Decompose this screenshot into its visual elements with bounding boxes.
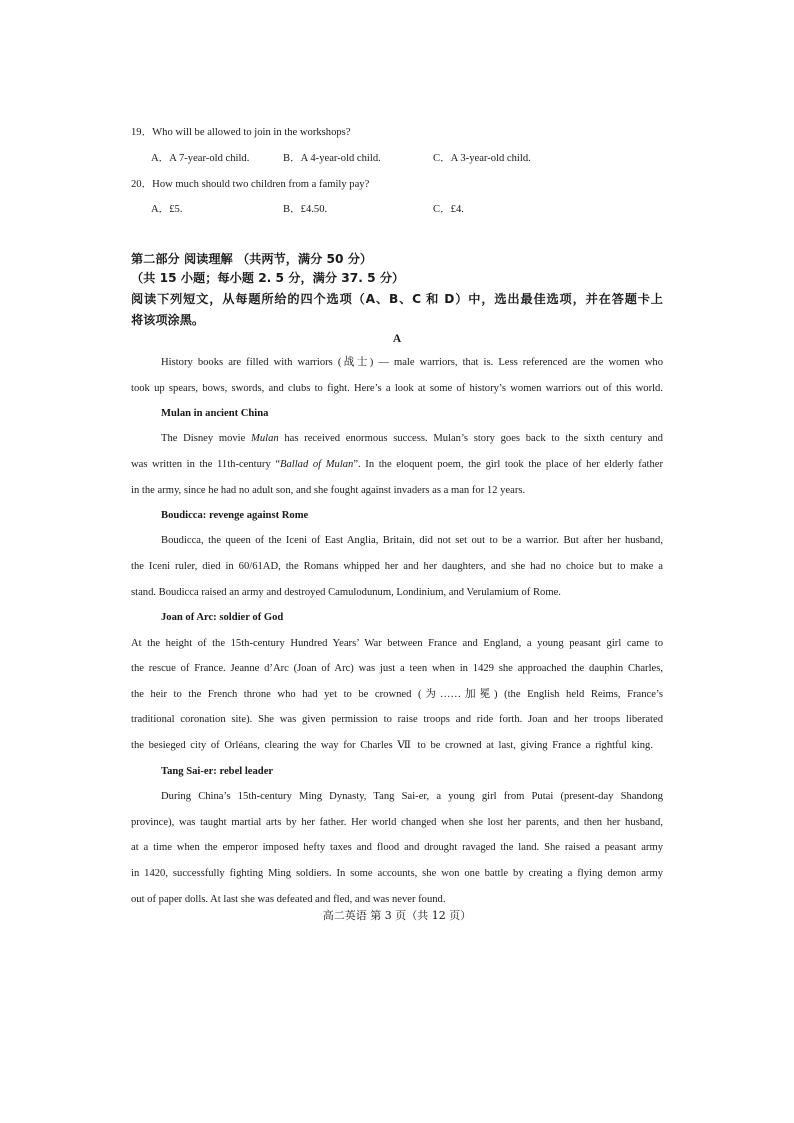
question-20-option-b: B．£4.50. [283,204,328,215]
mulan-line-3: in the army, since he had no adult son, and she fought against invaders as a man for 12 years. [131,485,526,496]
mulan-line-1: The Disney movie Mulan has received enormous success. Mulan’s story goes back to the sixth century and [161,433,663,444]
question-19-option-c: C．A 3-year-old child. [433,153,531,164]
question-19-stem: 19．Who will be allowed to join in the workshops? [131,127,351,138]
movie-title: Mulan [251,433,279,444]
heading-mulan: Mulan in ancient China [161,408,269,419]
question-20-stem: 20．How much should two children from a family pay? [131,179,370,190]
joan-line-4: traditional coronation site). She was given permission to raise troops and ride forth. Joan and her troops liberated [131,714,663,725]
section-instruction: 阅读下列短文，从每题所给的四个选项（A、B、C 和 D）中，选出最佳选项，并在答题卡上 [131,292,663,306]
section-title: 第二部分 阅读理解 （共两节，满分 50 分） [131,252,373,266]
boudicca-line-3: stand. Boudicca raised an army and destroyed Camulodunum, Londinium, and Verulamium of Rome. [131,587,561,598]
heading-tang: Tang Sai-er: rebel leader [161,766,274,777]
joan-line-5: the besieged city of Orléans, clearing the way for Charles Ⅶ to be crowned at last, giving France a rightful king. [131,740,653,751]
tang-line-2: province), was taught martial arts by her father. Her world changed when she lost her parents, and then her husband, [131,817,663,828]
question-20-option-a: A．£5. [151,204,183,215]
mulan-line-2: was written in the 11th-century “Ballad of Mulan”. In the eloquent poem, the girl took the place of her elderly father [131,459,663,470]
intro-line-1: History books are filled with warriors (战士) — male warriors, that is. Less referenced are the women who [161,357,663,368]
question-19-option-a: A．A 7-year-old child. [151,153,250,164]
page-footer: 高二英语 第 3 页（共 12 页） [322,909,472,922]
tang-line-3: at a time when the emperor imposed hefty taxes and flood and drought ravaged the land. She raised a peasant army [131,842,663,853]
poem-title: Ballad of Mulan [280,459,354,470]
joan-line-1: At the height of the 15th-century Hundred Years’ War between France and England, a young peasant girl came to [131,638,663,649]
joan-line-3: the heir to the French throne who had yet to be crowned (为……加冕) (the English held Reims, France’s [131,689,663,700]
passage-label: A [392,333,402,345]
joan-line-2: the rescue of France. Jeanne d’Arc (Joan of Arc) was just a teen when in 1429 she approached the dauphin Charles, [131,663,663,674]
tang-line-1: During China’s 15th-century Ming Dynasty, Tang Sai-er, a young girl from Putai (present-day Shandong [161,791,663,802]
question-20-option-c: C．£4. [433,204,464,215]
heading-joan: Joan of Arc: soldier of God [161,612,284,623]
boudicca-line-2: the Iceni ruler, died in 60/61AD, the Romans whipped her and her daughters, and she had no choice but to make a [131,561,663,572]
intro-line-2: took up spears, bows, swords, and clubs to fight. Here’s a look at some of history’s women warriors out of this world. [131,383,663,394]
section-instruction-cont: 将该项涂黑。 [131,313,205,327]
section-subtitle: （共 15 小题；每小题 2. 5 分，满分 37. 5 分） [131,271,405,285]
boudicca-line-1: Boudicca, the queen of the Iceni of East Anglia, Britain, did not set out to be a warrior. But after her husband, [161,535,663,546]
heading-boudicca: Boudicca: revenge against Rome [161,510,309,521]
tang-line-4: in 1420, successfully fighting Ming soldiers. In some accounts, she won one battle by creating a flying demon army [131,868,663,879]
tang-line-5: out of paper dolls. At last she was defeated and fled, and was never found. [131,894,446,905]
question-19-option-b: B．A 4-year-old child. [283,153,381,164]
